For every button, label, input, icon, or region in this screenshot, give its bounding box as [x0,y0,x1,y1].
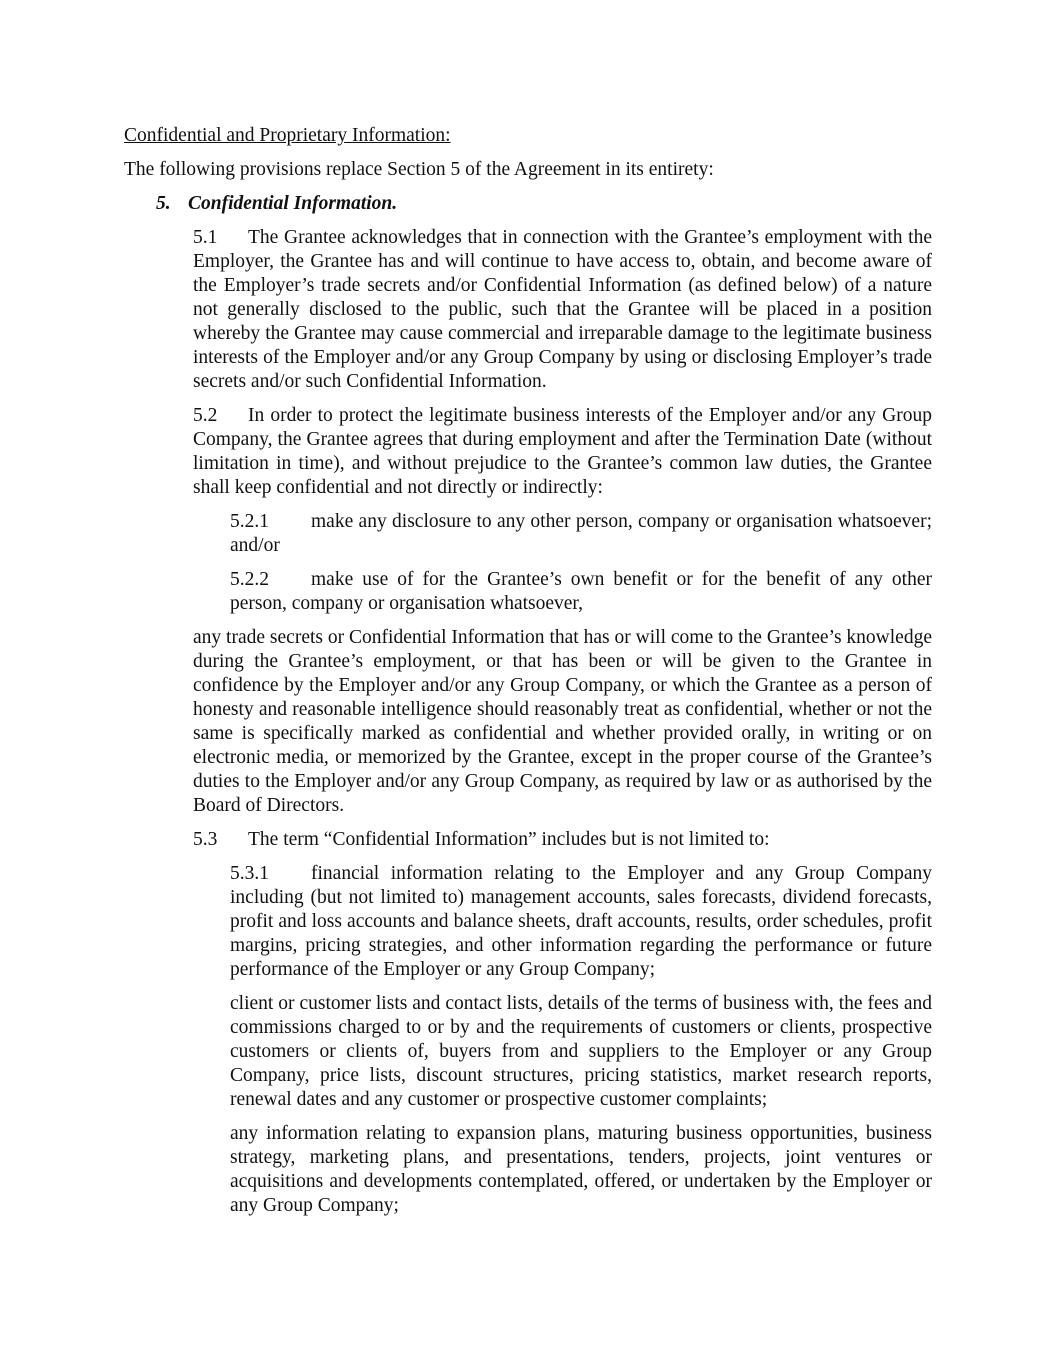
clause-5-3-text: The term “Confidential Information” includes but is not limited to: [248,829,770,850]
clause-5-3 [193,828,932,852]
clause-5-3-1 [230,862,932,982]
clause-5-2-number: 5.2 [193,405,218,426]
clause-5-1-text: The Grantee acknowledges that in connection with the Grantee’s employment with the Employer, the Grantee has and will continue to have access to, obtain, and become aware of the Employer’s trade secrets and/or Confidential Information (as defined below) of a nature not generally disclosed to the public, such that the Grantee will be placed in a position whereby the Grantee may cause commercial and irreparable damage to the legitimate business interests of the Employer and/or any Group Company by using or disclosing Employer’s trade secrets and/or such Confidential Information. [193,227,932,392]
clause-5-2 [193,404,932,500]
clause-5-2-1-number: 5.2.1 [230,511,269,532]
clause-5-3-1-text: financial information relating to the Employer and any Group Company including (but not limited to) management accounts, sales forecasts, dividend forecasts, profit and loss accounts and balance sheets, draft accounts, results, order schedules, profit margins, pricing strategies, and other information regarding the performance or future performance of the Employer or any Group Company; [230,863,932,980]
section-5-number: 5. [156,193,171,214]
clause-5-2-2 [230,568,932,616]
section-heading: Confidential and Proprietary Information: [124,125,451,146]
section-5-title [156,192,932,216]
clause-5-1 [193,226,932,394]
clause-5-1-number: 5.1 [193,227,218,248]
clause-5-2-2-number: 5.2.2 [230,569,269,590]
clause-5-3-number: 5.3 [193,829,218,850]
document-page [124,124,932,1228]
clause-5-3-client-lists: client or customer lists and contact lists, details of the terms of business with, the fees and commissions charged to or by and the requirements of customers or clients, prospective customers or clients of, buyers from and suppliers to the Employer or any Group Company, price lists, discount structures, pricing statistics, market research reports, renewal dates and any customer or prospective customer complaints; [230,993,932,1110]
clause-5-3-1-number: 5.3.1 [230,863,269,884]
section-5-title-text: Confidential Information. [188,193,398,214]
clause-5-2-tail: any trade secrets or Confidential Information that has or will come to the Grantee’s knowledge during the Grantee’s employment, or that has been or will be given to the Grantee in confidence by the Employer and/or any Group Company, or which the Grantee as a person of honesty and reasonable intelligence should reasonably treat as confidential, whether or not the same is specifically marked as confidential and whether provided orally, in writing or on electronic media, or memorized by the Grantee, except in the proper course of the Grantee’s duties to the Employer and/or any Group Company, as required by law or as authorised by the Board of Directors. [193,627,932,816]
clause-5-2-2-text: make use of for the Grantee’s own benefit or for the benefit of any other person, company or organisation whatsoever, [230,569,932,614]
clause-5-3-expansion-plans: any information relating to expansion plans, maturing business opportunities, business strategy, marketing plans, and presentations, tenders, projects, joint ventures or acquisitions and developments contemplated, offered, or undertaken by the Employer or any Group Company; [230,1123,932,1216]
clause-5-2-1-text: make any disclosure to any other person, company or organisation whatsoever; and/or [230,511,932,556]
clause-5-2-text: In order to protect the legitimate business interests of the Employer and/or any Group Company, the Grantee agrees that during employment and after the Termination Date (without limitation in time), and without prejudice to the Grantee’s common law duties, the Grantee shall keep confidential and not directly or indirectly: [193,405,932,498]
intro-paragraph: The following provisions replace Section 5 of the Agreement in its entirety: [124,159,714,180]
clause-5-2-1 [230,510,932,558]
